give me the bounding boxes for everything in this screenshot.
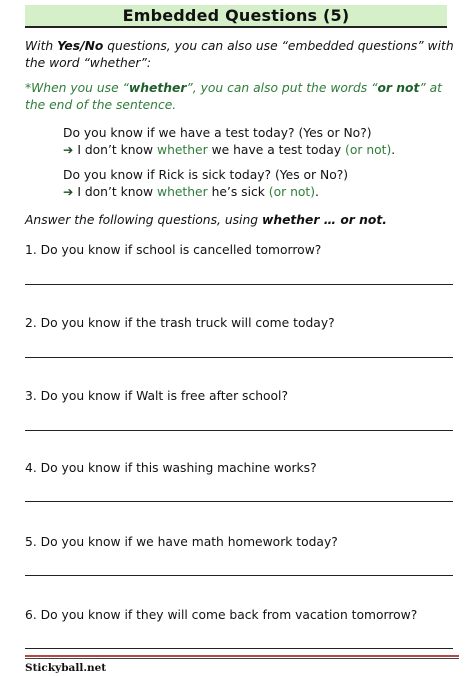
instruction-text xyxy=(25,212,387,229)
example-answer-part: . xyxy=(391,143,396,157)
note-text xyxy=(25,80,442,114)
question-6: 6. Do you know if they will come back from vacation tomorrow? xyxy=(25,608,418,622)
note-part3: ” at xyxy=(419,81,442,95)
example-question: Do you know if Rick is sick today? (Yes or No?) xyxy=(63,168,349,182)
instruction-bold: whether … or not. xyxy=(261,213,387,227)
answer-line-6[interactable] xyxy=(25,648,453,649)
example-answer-part: I don’t know xyxy=(77,185,158,199)
note-bold-whether: whether xyxy=(128,81,187,95)
question-2: 2. Do you know if the trash truck will come today? xyxy=(25,316,335,330)
intro-text xyxy=(25,38,454,72)
example-2 xyxy=(63,167,348,201)
answer-line-3[interactable] xyxy=(25,430,453,431)
footer-brand: Stickyball.net xyxy=(25,662,107,674)
note-part1: *When you use “ xyxy=(25,81,129,95)
page-title: Embedded Questions (5) xyxy=(122,6,350,25)
intro-part2: questions, you can also use “embedded questions” with xyxy=(103,39,454,53)
question-5: 5. Do you know if we have math homework today? xyxy=(25,535,338,549)
intro-part1: With xyxy=(25,39,58,53)
example-or-not: (or not) xyxy=(345,143,392,157)
intro-bold: Yes/No xyxy=(57,39,104,53)
answer-line-2[interactable] xyxy=(25,357,453,358)
title-bar xyxy=(25,5,447,28)
question-4: 4. Do you know if this washing machine works? xyxy=(25,461,317,475)
example-answer-part: . xyxy=(315,185,319,199)
example-answer-part: he’s sick xyxy=(207,185,269,199)
instruction-part1: Answer the following questions, using xyxy=(25,213,262,227)
note-part2: ”, you can also put the words “ xyxy=(186,81,378,95)
example-question: Do you know if we have a test today? (Yes or No?) xyxy=(63,126,372,140)
example-answer-part: we have a test today xyxy=(207,143,346,157)
note-line2: the end of the sentence. xyxy=(25,98,177,112)
example-or-not: (or not) xyxy=(268,185,316,199)
answer-line-5[interactable] xyxy=(25,575,453,576)
example-whether: whether xyxy=(157,185,208,199)
example-1 xyxy=(63,125,395,159)
arrow-right-icon: ➔ xyxy=(63,185,74,199)
intro-line2: the word “whether”: xyxy=(25,56,151,70)
arrow-right-icon: ➔ xyxy=(63,143,74,157)
answer-line-4[interactable] xyxy=(25,501,453,502)
footer-divider-thin xyxy=(25,658,459,659)
question-3: 3. Do you know if Walt is free after school? xyxy=(25,389,288,403)
answer-line-1[interactable] xyxy=(25,284,453,285)
question-1: 1. Do you know if school is cancelled tomorrow? xyxy=(25,243,322,257)
note-bold-ornot: or not xyxy=(377,81,420,95)
example-answer-part: I don’t know xyxy=(77,143,158,157)
footer-divider xyxy=(25,655,459,657)
example-whether: whether xyxy=(157,143,208,157)
